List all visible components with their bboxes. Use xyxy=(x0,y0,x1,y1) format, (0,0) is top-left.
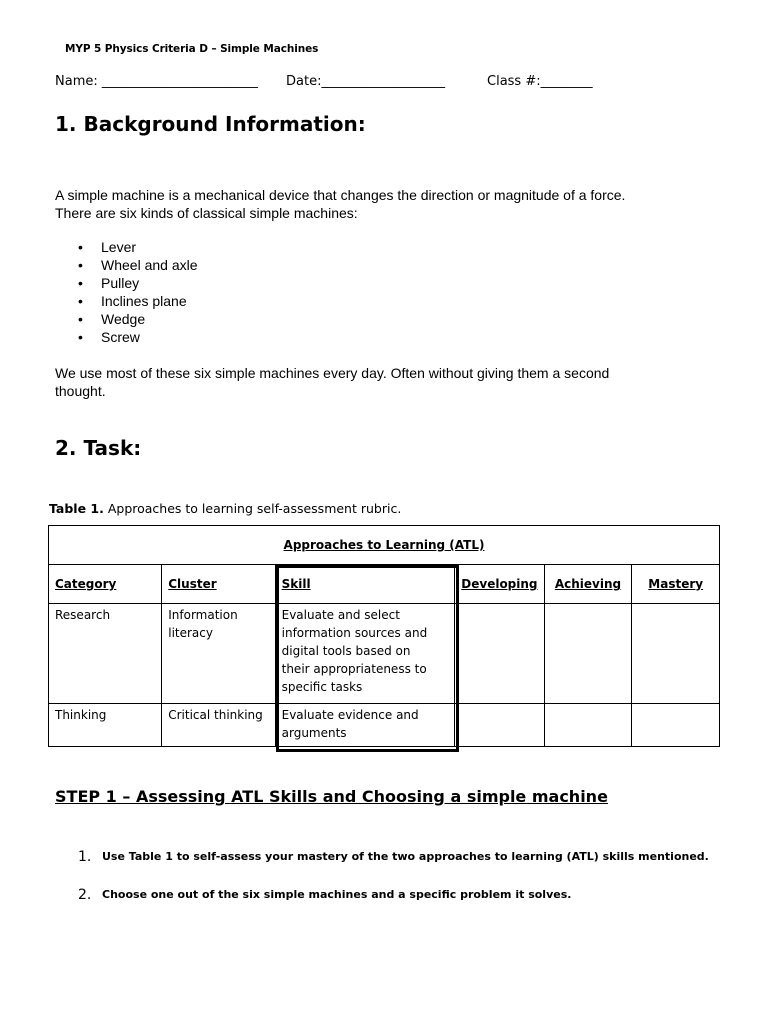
step1-heading: STEP 1 – Assessing ATL Skills and Choosing a simple machine xyxy=(55,787,608,806)
step-text: Choose one out of the six simple machines and a specific problem it solves. xyxy=(102,888,572,901)
column-header: Skill xyxy=(275,565,455,604)
column-header: Developing xyxy=(455,565,544,604)
step-number: 2. xyxy=(78,887,92,903)
cluster-cell xyxy=(162,704,275,747)
skill-line: digital tools based on xyxy=(281,644,411,658)
intro-paragraph xyxy=(55,186,715,222)
list-item xyxy=(78,886,709,924)
list-item: • Inclines plane xyxy=(78,292,198,310)
closing-paragraph xyxy=(55,364,715,400)
intro-line: A simple machine is a mechanical device that changes the direction or magnitude of a force. xyxy=(55,187,626,203)
category-cell: Research xyxy=(49,604,162,704)
table-caption xyxy=(49,501,401,516)
developing-cell[interactable] xyxy=(455,704,544,747)
table-caption-label: Table 1. xyxy=(49,501,104,516)
mastery-cell[interactable] xyxy=(632,604,720,704)
cluster-line: literacy xyxy=(168,626,213,640)
table-header-row xyxy=(49,565,720,604)
column-header: Mastery xyxy=(632,565,720,604)
column-header: Achieving xyxy=(544,565,632,604)
intro-line: There are six kinds of classical simple machines: xyxy=(55,205,358,221)
simple-machines-list xyxy=(78,238,198,346)
name-field[interactable]: Name: ________________________ xyxy=(55,74,258,89)
achieving-cell[interactable] xyxy=(544,604,632,704)
step-number: 1. xyxy=(78,849,92,865)
achieving-cell[interactable] xyxy=(544,704,632,747)
column-header: Cluster xyxy=(162,565,275,604)
list-item: • Lever xyxy=(78,238,198,256)
cluster-line: Information xyxy=(168,608,238,622)
skill-line: Evaluate evidence and xyxy=(281,708,419,722)
date-field[interactable]: Date:___________________ xyxy=(286,74,445,89)
class-field[interactable]: Class #:________ xyxy=(487,74,593,89)
cluster-line: Critical thinking xyxy=(168,708,263,722)
atl-rubric-table xyxy=(48,525,720,747)
developing-cell[interactable] xyxy=(455,604,544,704)
skill-line: information sources and xyxy=(281,626,428,640)
list-item: • Pulley xyxy=(78,274,198,292)
table-title: Approaches to Learning (ATL) xyxy=(49,526,720,565)
list-item xyxy=(78,848,709,886)
table-row xyxy=(49,604,720,704)
category-cell: Thinking xyxy=(49,704,162,747)
list-item: • Screw xyxy=(78,328,198,346)
skill-line: Evaluate and select xyxy=(281,608,400,622)
skill-line: specific tasks xyxy=(281,680,363,694)
list-item: • Wedge xyxy=(78,310,198,328)
section-heading-background: 1. Background Information: xyxy=(55,112,366,136)
step1-instructions xyxy=(78,848,709,924)
column-header: Category xyxy=(49,565,162,604)
list-item: • Wheel and axle xyxy=(78,256,198,274)
cluster-cell xyxy=(162,604,275,704)
closing-line: We use most of these six simple machines every day. Often without giving them a second xyxy=(55,365,610,381)
skill-cell xyxy=(275,604,455,704)
mastery-cell[interactable] xyxy=(632,704,720,747)
skill-cell xyxy=(275,704,455,747)
table-caption-text: Approaches to learning self-assessment rubric. xyxy=(103,501,402,516)
worksheet-header: MYP 5 Physics Criteria D – Simple Machines xyxy=(65,43,319,55)
step-text: Use Table 1 to self-assess your mastery of the two approaches to learning (ATL) skills mentioned. xyxy=(102,850,709,863)
skill-line: their appropriateness to xyxy=(281,662,427,676)
table-row xyxy=(49,704,720,747)
closing-line: thought. xyxy=(55,383,106,399)
section-heading-task: 2. Task: xyxy=(55,436,142,460)
skill-line: arguments xyxy=(281,726,347,740)
